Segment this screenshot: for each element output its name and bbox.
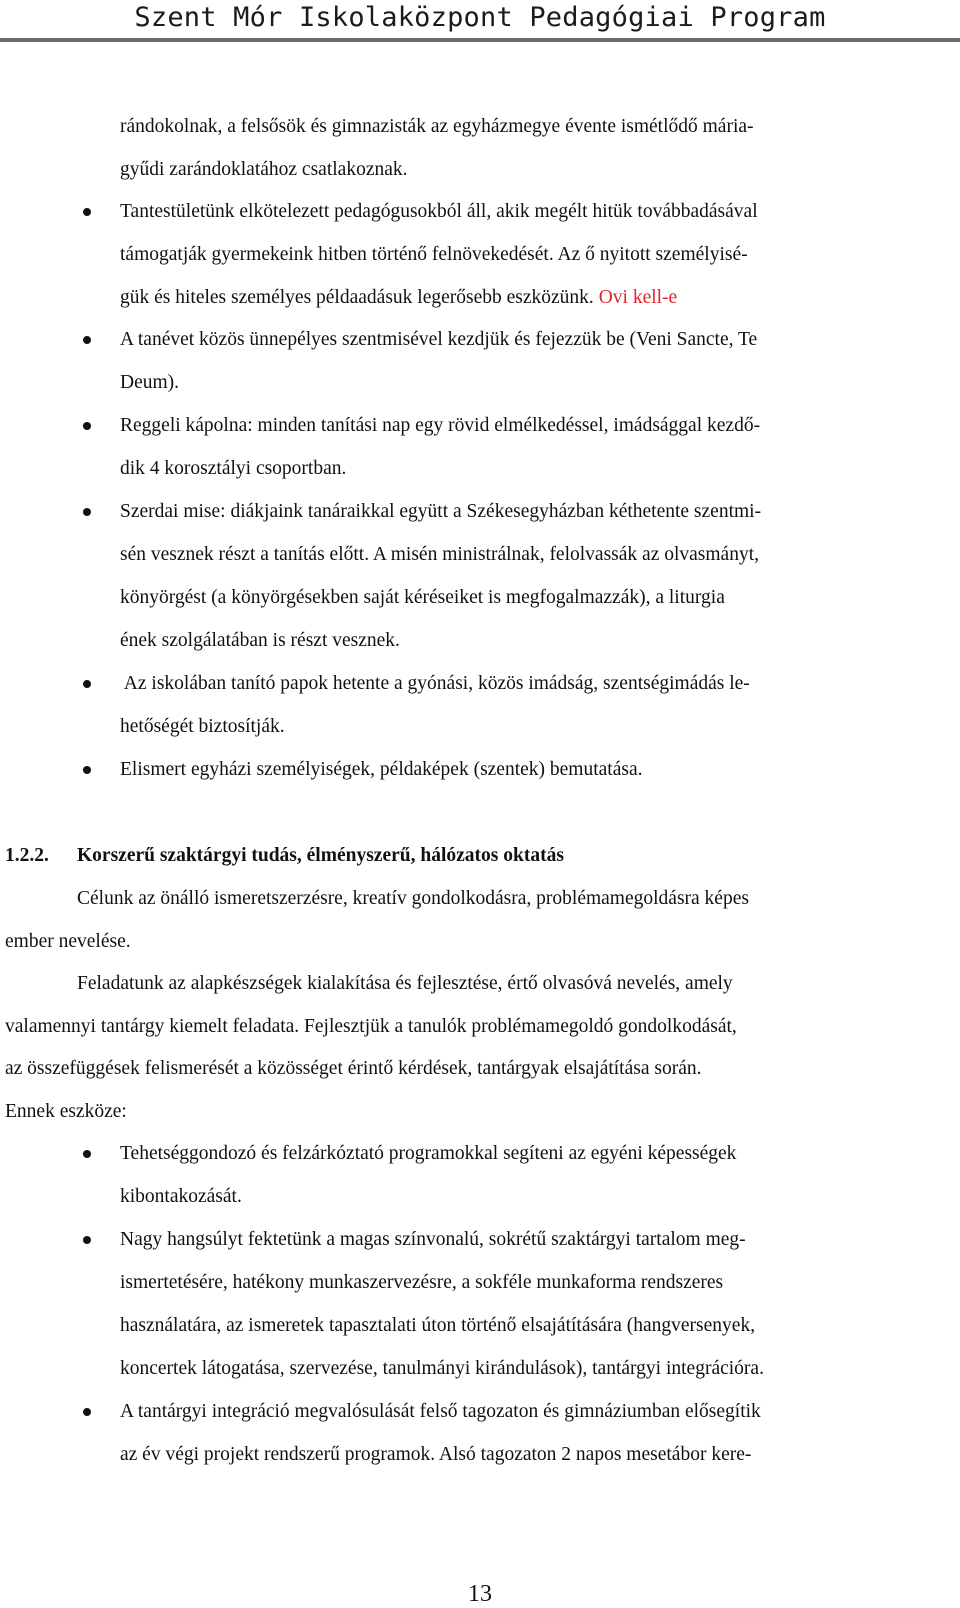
bullet-icon xyxy=(83,422,91,430)
text-line: ének szolgálatában is részt vesznek. xyxy=(120,630,400,651)
text-line-content: gük és hiteles személyes példaadásuk legerősebb eszközünk. xyxy=(120,287,594,308)
text-line: kibontakozását. xyxy=(120,1186,242,1207)
text-line: Reggeli kápolna: minden tanítási nap egy rövid elmélkedéssel, imádsággal kezdő- xyxy=(120,415,761,436)
bullet-icon xyxy=(83,1408,91,1416)
text-line: használatára, az ismeretek tapasztalati úton történő elsajátítására (hangversenyek, xyxy=(120,1315,756,1336)
text-line: koncertek látogatása, szervezése, tanulmányi kirándulások), tantárgyi integrációra. xyxy=(120,1358,764,1379)
text-line: Szerdai mise: diákjaink tanáraikkal együtt a Székesegyházban kéthetente szentmi- xyxy=(120,501,762,522)
section-heading xyxy=(5,843,564,869)
text-line: Nagy hangsúlyt fektetünk a magas színvonalú, sokrétű szaktárgyi tartalom meg- xyxy=(120,1229,746,1250)
text-line: A tantárgyi integráció megvalósulását felső tagozaton és gimnáziumban elősegítik xyxy=(120,1401,761,1422)
bullet-icon xyxy=(83,766,91,774)
paragraph-line: Ennek eszköze: xyxy=(5,1101,127,1122)
text-line: sén vesznek részt a tanítás előtt. A misén ministrálnak, felolvassák az olvasmányt, xyxy=(120,544,759,565)
header-divider xyxy=(0,38,960,42)
bullet-icon xyxy=(83,208,91,216)
text-line: A tanévet közös ünnepélyes szentmisével kezdjük és fejezzük be (Veni Sancte, Te xyxy=(120,329,758,350)
bullet-icon xyxy=(83,680,91,688)
editor-note: Ovi kell-e xyxy=(598,287,678,308)
text-line: támogatják gyermekeink hitben történő felnövekedését. Az ő nyitott személyisé- xyxy=(120,244,748,265)
paragraph-line: valamennyi tantárgy kiemelt feladata. Fejlesztjük a tanulók problémamegoldó gondolkodását, xyxy=(5,1016,737,1037)
text-line: Az iskolában tanító papok hetente a gyónási, közös imádság, szentségimádás le- xyxy=(120,673,750,694)
bullet-icon xyxy=(83,336,91,344)
text-line: Tantestületünk elkötelezett pedagógusokból áll, akik megélt hitük továbbadásával xyxy=(120,201,758,222)
text-line: könyörgést (a könyörgésekben saját kéréseiket is megfogalmazzák), a liturgia xyxy=(120,587,725,608)
text-line: dik 4 korosztályi csoportban. xyxy=(120,458,347,479)
page-header xyxy=(0,0,960,46)
bullet-icon xyxy=(83,1150,91,1158)
text-line: gyűdi zarándoklatához csatlakoznak. xyxy=(120,159,408,180)
paragraph-line: Feladatunk az alapkészségek kialakítása és fejlesztése, értő olvasóvá nevelés, amely xyxy=(77,973,733,994)
text-line: rándokolnak, a felsősök és gimnazisták az egyházmegye évente ismétlődő mária- xyxy=(120,116,754,137)
text-line: hetőségét biztosítják. xyxy=(120,716,285,737)
text-line: ismertetésére, hatékony munkaszervezésre, a sokféle munkaforma rendszeres xyxy=(120,1272,724,1293)
text-line: Deum). xyxy=(120,372,180,393)
section-title: Korszerű szaktárgyi tudás, élményszerű, hálózatos oktatás xyxy=(77,845,564,866)
paragraph-line: az összefüggések felismerését a közösséget érintő kérdések, tantárgyak elsajátítása során. xyxy=(5,1058,702,1079)
bullet-icon xyxy=(83,508,91,516)
text-line xyxy=(120,285,677,311)
text-line: Elismert egyházi személyiségek, példaképek (szentek) bemutatása. xyxy=(120,759,643,780)
section-number: 1.2.2. xyxy=(5,845,49,866)
page-number: 13 xyxy=(468,1581,492,1607)
text-line: az év végi projekt rendszerű programok. Alsó tagozaton 2 napos mesetábor kere- xyxy=(120,1444,752,1465)
paragraph-line: Célunk az önálló ismeretszerzésre, kreatív gondolkodásra, problémamegoldásra képes xyxy=(77,888,749,909)
bullet-icon xyxy=(83,1236,91,1244)
document-title: Szent Mór Iskolaközpont Pedagógiai Program xyxy=(134,2,826,33)
paragraph-line: ember nevelése. xyxy=(5,931,131,952)
text-line: Tehetséggondozó és felzárkóztató programokkal segíteni az egyéni képességek xyxy=(120,1143,737,1164)
